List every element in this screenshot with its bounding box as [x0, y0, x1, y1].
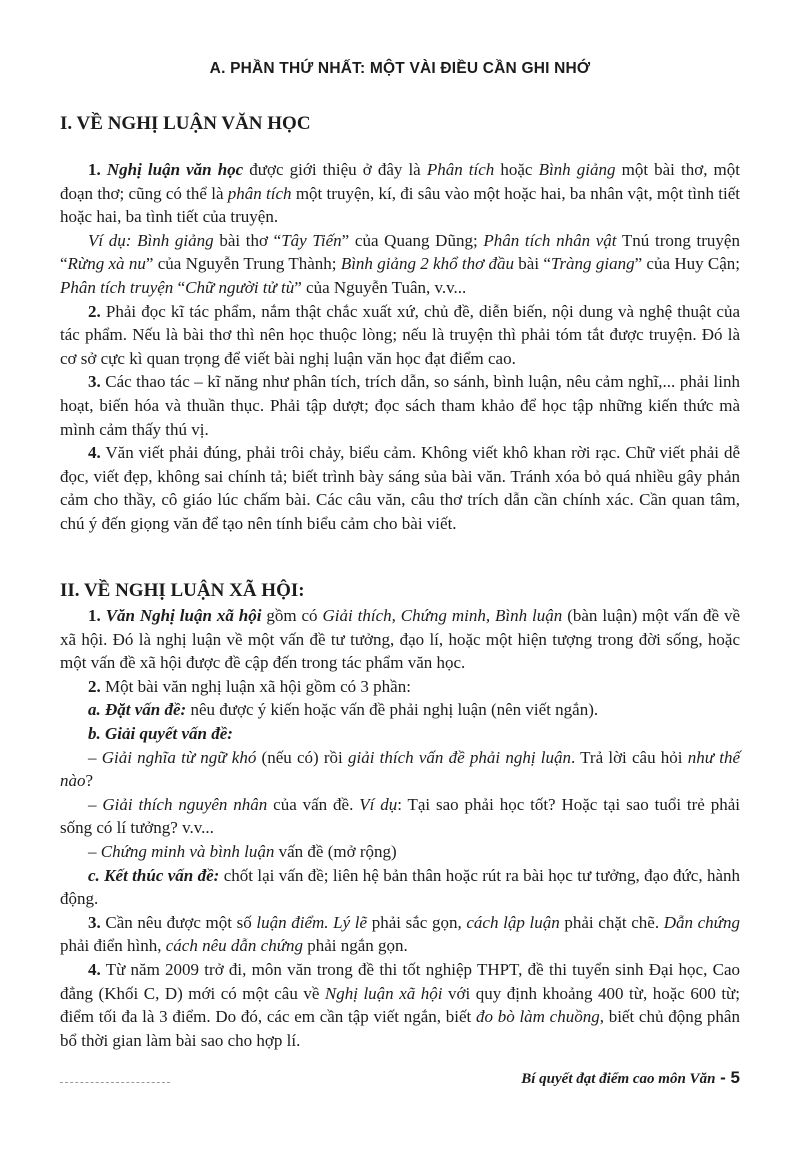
social-paragraph-4: 4. Từ năm 2009 trở đi, môn văn trong đề thi tốt nghiệp THPT, đề thi tuyển sinh Đại học, Cao đẳng (Khối C, D) mới có một câu về Nghị luận xã hội với quy định khoảng 400 từ, hoặc 600 từ; điểm tối đa là 3 điểm. Do đó, các em cần tập viết ngắn, biết đo bò làm chuồng, biết chủ động phân bổ thời gian làm bài sao cho hợp lí.: [60, 959, 740, 1050]
footer-book-title: Bí quyết đạt điểm cao môn Văn: [521, 1071, 716, 1087]
item-b: b. Giải quyết vấn đề:: [88, 723, 233, 743]
social-paragraph-1: 1. Văn Nghị luận xã hội gồm có Giải thích, Chứng minh, Bình luận (bàn luận) một vấn đề về xã hội. Đó là nghị luận về một vấn đề tư tưởng, đạo lí, hoặc một hiện tượng trong đời sống, hoặc một vấn đề xã hội được đề cập đến trong tác phẩm văn học.: [60, 606, 741, 673]
paragraph-2: 2. Phải đọc kĩ tác phẩm, nắm thật chắc xuất xứ, chủ đề, diễn biến, nội dung và nghệ thuật của tác phẩm. Nếu là bài thơ thì nên học thuộc lòng; nếu là truyện thì phải tóm tắt được truyện. Đó là cơ sở cực kì quan trọng để viết bài nghị luận văn học đạt điểm cao.: [60, 301, 740, 368]
page-footer: Bí quyết đạt điểm cao môn Văn - 5: [521, 1068, 740, 1087]
section-heading-social: II. VỀ NGHỊ LUẬN XÃ HỘI:: [60, 580, 305, 601]
example-paragraph: Ví dụ: Bình giảng bài thơ “Tây Tiến” của Quang Dũng; Phân tích nhân vật Tnú trong truyện “Rừng xà nu” của Nguyễn Trung Thành; Bình giảng 2 khổ thơ đầu bài “Tràng giang” của Huy Cận; Phân tích truyện “Chữ người tử tù” của Nguyễn Tuân, v.v...: [60, 230, 740, 297]
item-a: a. Đặt vấn đề: nêu được ý kiến hoặc vấn đề phải nghị luận (nên viết ngắn).: [88, 700, 599, 720]
paragraph-1: 1. Nghị luận văn học được giới thiệu ở đây là Phân tích hoặc Bình giảng một bài thơ, một đoạn thơ; cũng có thể là phân tích một truyện, kí, đi sâu vào một hoặc hai, ba nhân vật, một tình tiết hoặc hai, ba tình tiết của truyện.: [60, 160, 741, 227]
social-paragraph-3: 3. Cần nêu được một số luận điểm. Lý lẽ phải sắc gọn, cách lập luận phải chặt chẽ. Dẫn chứng phải điển hình, cách nêu dẫn chứng phải ngắn gọn.: [60, 912, 740, 956]
section-heading-literary: I. VỀ NGHỊ LUẬN VĂN HỌC: [60, 113, 311, 134]
item-b-3: – Chứng minh và bình luận vấn đề (mở rộng): [88, 841, 397, 861]
part-title: A. PHẦN THỨ NHẤT: MỘT VÀI ĐIỀU CẦN GHI NHỚ: [209, 60, 591, 77]
paragraph-4: 4. Văn viết phải đúng, phải trôi chảy, biểu cảm. Không viết khô khan rời rạc. Chữ viết phải dễ đọc, viết đẹp, không sai chính tả; biết trình bày sáng sủa bài văn. Tránh xóa bỏ quá nhiều gây phản cảm cho thầy, cô giáo lúc chấm bài. Các câu văn, câu thơ trích dẫn cần chính xác. Cần quan tâm, chú ý đến giọng văn để tạo nên tính biểu cảm cho bài viết.: [60, 443, 740, 533]
item-b-1: – Giải nghĩa từ ngữ khó (nếu có) rồi giải thích vấn đề phải nghị luận. Trả lời câu hỏi như thế nào?: [60, 747, 741, 791]
section-body-social: [60, 604, 740, 1052]
paragraph-3: 3. Các thao tác – kĩ năng như phân tích, trích dẫn, so sánh, bình luận, nêu cảm nghĩ,... phải linh hoạt, biến hóa và thuần thục. Phải tập dượt; đọc sách tham khảo để học tập những kiến thức mà mình cảm thấy thú vị.: [60, 372, 740, 439]
item-c: c. Kết thúc vấn đề: chốt lại vấn đề; liên hệ bản thân hoặc rút ra bài học tư tưởng, đạo đức, hành động.: [60, 865, 740, 909]
item-b-2: – Giải thích nguyên nhân của vấn đề. Ví dụ: Tại sao phải học tốt? Hoặc tại sao tuổi trẻ phải sống có lí tưởng? v.v...: [60, 794, 740, 838]
para-number: 1.: [88, 160, 101, 179]
page-number: 5: [730, 1068, 740, 1087]
social-paragraph-2: 2. Một bài văn nghị luận xã hội gồm có 3 phần:: [88, 676, 411, 696]
section-body-literary: [60, 158, 740, 536]
term-literary-argument: Nghị luận văn học: [106, 160, 244, 179]
footer-rule: [60, 1082, 170, 1083]
